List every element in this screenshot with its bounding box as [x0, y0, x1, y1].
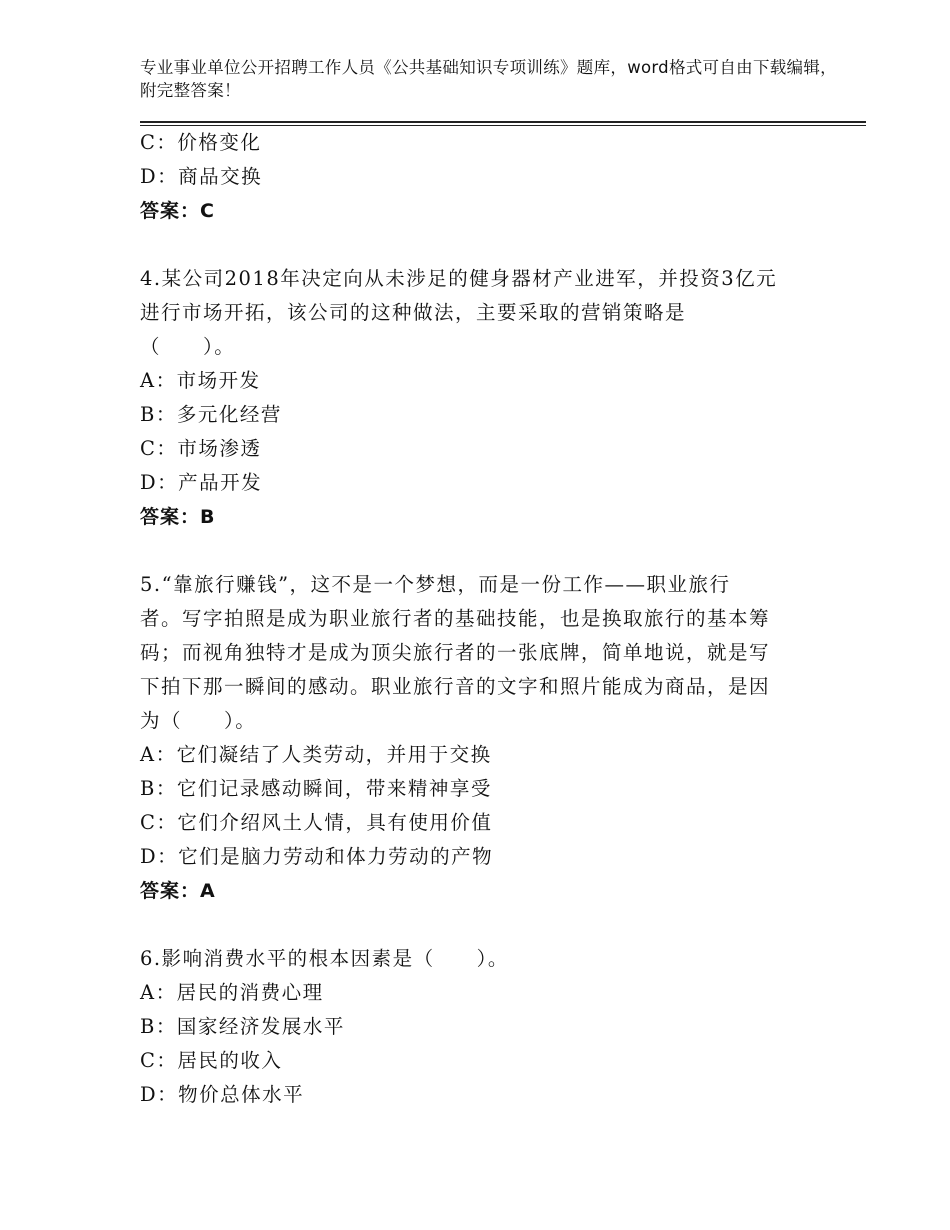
question-stem-line: 4.某公司2018年决定向从未涉足的健身器材产业进军，并投资3亿元	[140, 267, 778, 290]
option-b: B：国家经济发展水平	[140, 1015, 345, 1038]
option-c: C：价格变化	[140, 131, 262, 154]
option-b: B：它们记录感动瞬间，带来精神享受	[140, 777, 492, 800]
option-d: D：物价总体水平	[140, 1083, 305, 1106]
option-c: C：市场渗透	[140, 437, 262, 460]
option-d: D：商品交换	[140, 165, 263, 188]
question-stem-line: 5.“靠旅行赚钱”，这不是一个梦想，而是一份工作——职业旅行	[140, 573, 731, 596]
question-stem-line: （ ）。	[140, 335, 236, 358]
question-stem-line: 者。写字拍照是成为职业旅行者的基础技能，也是换取旅行的基本筹	[140, 607, 771, 630]
option-c: C：居民的收入	[140, 1049, 283, 1072]
option-a: A：市场开发	[140, 369, 261, 392]
option-d: D：产品开发	[140, 471, 263, 494]
question-stem-line: 进行市场开拓，该公司的这种做法，主要采取的营销策略是	[140, 301, 687, 324]
question-4	[140, 262, 810, 534]
page-header: 专业事业单位公开招聘工作人员《公共基础知识专项训练》题库，word格式可自由下载编辑，附完整答案！	[140, 58, 837, 100]
option-a: A：它们凝结了人类劳动，并用于交换	[140, 743, 492, 766]
option-b: B：多元化经营	[140, 403, 282, 426]
question-stem-line: 码；而视角独特才是成为顶尖旅行者的一张底牌，简单地说，就是写	[140, 641, 771, 664]
question-5	[140, 568, 810, 908]
spacer	[140, 908, 810, 942]
answer-line: 答案：A	[140, 880, 216, 902]
question-stem-line: 下拍下那一瞬间的感动。职业旅行音的文字和照片能成为商品，是因	[140, 675, 771, 698]
answer-line: 答案：C	[140, 200, 215, 222]
option-d: D：它们是脑力劳动和体力劳动的产物	[140, 845, 494, 868]
answer-line: 答案：B	[140, 506, 216, 528]
question-6	[140, 942, 810, 1112]
option-a: A：居民的消费心理	[140, 981, 324, 1004]
header-rule-thick	[140, 121, 866, 123]
spacer	[140, 228, 810, 262]
question-stem-line: 为（ ）。	[140, 709, 257, 732]
option-c: C：它们介绍风土人情，具有使用价值	[140, 811, 493, 834]
spacer	[140, 534, 810, 568]
question-stem-line: 6.影响消费水平的根本因素是（ ）。	[140, 947, 509, 970]
document-body	[140, 126, 810, 1112]
